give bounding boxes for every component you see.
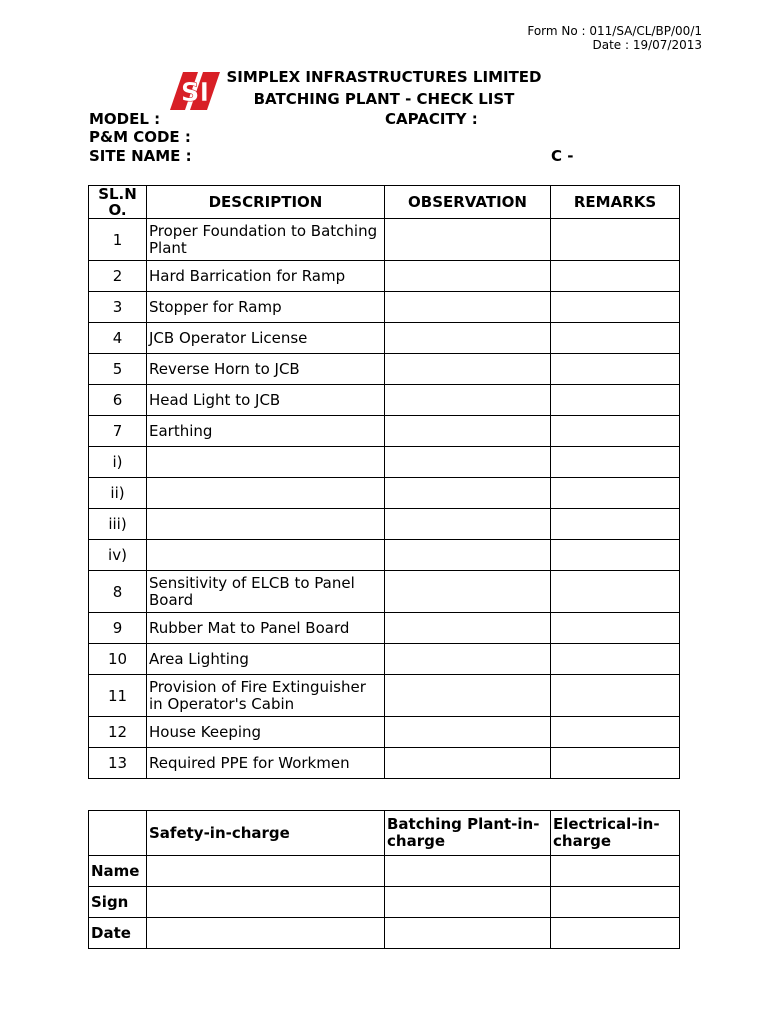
row-description: Required PPE for Workmen [147,748,385,779]
checklist-row [89,717,680,748]
checklist-row [89,416,680,447]
remarks-cell[interactable] [551,416,680,447]
remarks-cell[interactable] [551,613,680,644]
row-number: i) [89,447,147,478]
header-electrical-in-charge: Electrical-in-charge [551,811,680,856]
observation-cell[interactable] [385,571,551,613]
observation-cell[interactable] [385,323,551,354]
signoff-header-row [89,811,680,856]
remarks-cell[interactable] [551,748,680,779]
batching-plant-sign-cell[interactable] [385,887,551,918]
checklist-row [89,571,680,613]
pm-code-label: P&M CODE : [89,128,191,146]
row-description [147,509,385,540]
checklist-row [89,354,680,385]
remarks-cell[interactable] [551,219,680,261]
observation-cell[interactable] [385,219,551,261]
signoff-row [89,856,680,887]
header-description: DESCRIPTION [147,186,385,219]
row-number: iv) [89,540,147,571]
row-description: JCB Operator License [147,323,385,354]
observation-cell[interactable] [385,261,551,292]
observation-cell[interactable] [385,447,551,478]
header-observation: OBSERVATION [385,186,551,219]
checklist-row [89,613,680,644]
row-number: 10 [89,644,147,675]
row-description: Sensitivity of ELCB to Panel Board [147,571,385,613]
row-number: 11 [89,675,147,717]
checklist-body [89,219,680,779]
row-description: House Keeping [147,717,385,748]
form-meta [527,24,702,52]
safety-name-cell[interactable] [147,856,385,887]
checklist-table [88,185,680,779]
row-description: Earthing [147,416,385,447]
remarks-cell[interactable] [551,354,680,385]
row-number: 13 [89,748,147,779]
company-logo [168,70,222,112]
row-number: 3 [89,292,147,323]
observation-cell[interactable] [385,675,551,717]
checklist-row [89,385,680,416]
remarks-cell[interactable] [551,675,680,717]
remarks-cell[interactable] [551,509,680,540]
row-number: 9 [89,613,147,644]
header-sl-no: SL.NO. [89,186,147,219]
model-label: MODEL : [89,110,161,128]
company-name: SIMPLEX INFRASTRUCTURES LIMITED [226,68,542,86]
row-description: Rubber Mat to Panel Board [147,613,385,644]
remarks-cell[interactable] [551,540,680,571]
row-number: 12 [89,717,147,748]
signoff-row [89,887,680,918]
remarks-cell[interactable] [551,717,680,748]
observation-cell[interactable] [385,478,551,509]
batching-plant-name-cell[interactable] [385,856,551,887]
observation-cell[interactable] [385,292,551,323]
signoff-row-label: Sign [89,887,147,918]
remarks-cell[interactable] [551,261,680,292]
row-description: Hard Barrication for Ramp [147,261,385,292]
checklist-row [89,540,680,571]
electrical-date-cell[interactable] [551,918,680,949]
row-description: Head Light to JCB [147,385,385,416]
signoff-row-label: Name [89,856,147,887]
row-number: 1 [89,219,147,261]
checklist-header-row [89,186,680,219]
checklist-row [89,748,680,779]
checklist-row [89,509,680,540]
observation-cell[interactable] [385,613,551,644]
batching-plant-date-cell[interactable] [385,918,551,949]
header-remarks: REMARKS [551,186,680,219]
capacity-label: CAPACITY : [385,110,478,128]
remarks-cell[interactable] [551,478,680,509]
signoff-row [89,918,680,949]
checklist-row [89,675,680,717]
observation-cell[interactable] [385,644,551,675]
header-safety-in-charge: Safety-in-charge [147,811,385,856]
checklist-row [89,261,680,292]
signoff-body [89,856,680,949]
c-label: C - [551,147,574,165]
row-description [147,540,385,571]
remarks-cell[interactable] [551,385,680,416]
observation-cell[interactable] [385,509,551,540]
electrical-sign-cell[interactable] [551,887,680,918]
checklist-row [89,644,680,675]
row-description [147,478,385,509]
row-number: 2 [89,261,147,292]
header-batching-plant-in-charge: Batching Plant-in-charge [385,811,551,856]
row-description: Stopper for Ramp [147,292,385,323]
signoff-row-label: Date [89,918,147,949]
observation-cell[interactable] [385,748,551,779]
row-number: 4 [89,323,147,354]
row-number: 6 [89,385,147,416]
row-description: Area Lighting [147,644,385,675]
observation-cell[interactable] [385,717,551,748]
observation-cell[interactable] [385,354,551,385]
observation-cell[interactable] [385,385,551,416]
observation-cell[interactable] [385,416,551,447]
checklist-row [89,292,680,323]
row-number: 7 [89,416,147,447]
remarks-cell[interactable] [551,292,680,323]
row-number: ii) [89,478,147,509]
safety-date-cell[interactable] [147,918,385,949]
row-description [147,447,385,478]
remarks-cell[interactable] [551,447,680,478]
observation-cell[interactable] [385,540,551,571]
site-name-label: SITE NAME : [89,147,192,165]
row-number: 5 [89,354,147,385]
checklist-row [89,323,680,354]
row-description: Reverse Horn to JCB [147,354,385,385]
logo-text: SI [180,78,210,108]
checklist-row [89,447,680,478]
signoff-table [88,810,680,949]
row-number: iii) [89,509,147,540]
row-description: Provision of Fire Extinguisher in Operator's Cabin [147,675,385,717]
electrical-name-cell[interactable] [551,856,680,887]
document-title: BATCHING PLANT - CHECK LIST [253,90,515,108]
safety-sign-cell[interactable] [147,887,385,918]
checklist-row [89,478,680,509]
checklist-row [89,219,680,261]
remarks-cell[interactable] [551,323,680,354]
row-number: 8 [89,571,147,613]
signoff-corner-cell [89,811,147,856]
remarks-cell[interactable] [551,644,680,675]
form-number: Form No : 011/SA/CL/BP/00/1 [527,24,702,38]
form-date: Date : 19/07/2013 [592,38,702,52]
row-description: Proper Foundation to Batching Plant [147,219,385,261]
remarks-cell[interactable] [551,571,680,613]
